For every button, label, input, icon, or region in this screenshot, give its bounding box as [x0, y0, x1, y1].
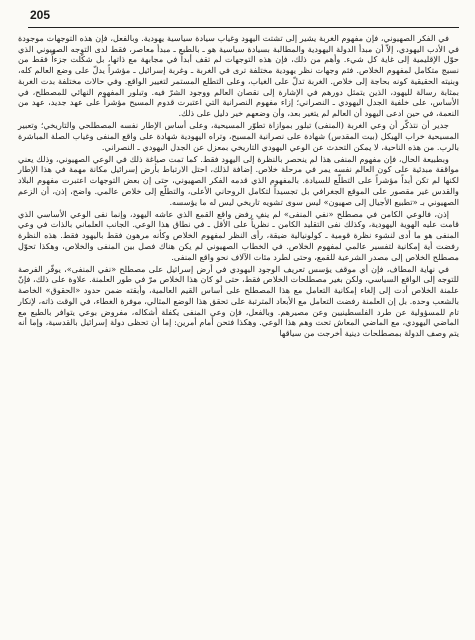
paragraph: وبطبيعة الحال، فإن مفهوم المنفى هذا لم ينحصر بالنظرة إلى اليهود فقط. كما تمت صياغة ذلك في الوعي الصهيوني، وذلك يعني مواقفة مبدئية على كون العالم نفسه يمر في مرحلة خلاص. إضافة لذلك، احتل الارتباط بأرض إسرائيل مكانة مهمة في هذا الإطار لكنها لم تكن أبداً مؤشراً على التطلّع للسيادة. بالمفهوم الذي قدمه الفكر الصهيوني، حتى إن بعض التوجهات اعتبرت مفهوم البلاد والقدس غير مقصور على الموقع الجغرافي بل تجسيداً لتكامل الروحاني الأعلى، والتطلّع إلى خلاص عالمي. واضح، إذن، أن الزعم الصهيوني بـ «تطبيع الأجيال إلى صهيون» ليس سوى تشويه تاريخي ليس له ما يؤسسه.: [18, 153, 459, 207]
paragraph: في نهاية المطاف، فإن أي موقف يؤسس تعريف الوجود اليهودي في أرض إسرائيل على مصطلح «نفي المنفى»، يوفّر الفرصة للتوجه إلى الواقع السياسي، ولكن بغير مصطلحات الخلاص فقط، حتى لو كان هذا الخلاص مرّ في طور العلمنة. علاوة على ذلك، فإنّ علمنة الخلاص أدت إلى إلغاء إمكانية التعامل مع هذا المصطلح على أساس القيم العالمية، وأبقته ضمن حدود «الحقوق» الخاصة بالشعب وحده. بل إن العلمنة رفضت التعامل مع الأبعاد المترتبة على تحقق هذا الوضع المثالي، موفرة الغطاء، في الوقت ذاته، لإنكار تام للمسؤولية عن طرد الفلسطينيين وعن مصيرهم. وبالفعل، فإن وعي المنفى يكفلة أشكاله، مفروض بوعي يتوافر بالطبع مع الماضي اليهودي، مع الماضي المعاش تحت وهم هذا الوعي. وهكذا فتحن أمام أمرين: إما أن تحظى دولة إسرائيل بالقدسية، وإما أنه يتم وصف الدولة بمصطلحات دينية أخرجت من سياقها: [18, 263, 459, 338]
header-rule: [28, 27, 459, 28]
paragraph: في الفكر الصهيوني، فإن مفهوم الغربة يشير إلى تشتت اليهود وغياب سيادة سياسية يهودية. وبالفعل، فإن هذه التوجهات موجودة في الأدب اليهودي، إلاّ أن مبدأ الدولة اليهودية والمطالبة بسيادة سياسية هو ـ بالطبع ـ مبدأ معاصر، فقط لدى التوجه الصهيوني الذي حوّل الإقليمية إلى غاية كل شيء. وأهم من ذلك، فإن هذه التوجهات لم تقف أبداً في مجابهة مع ذاتها، بل شكّلت جزءاً فقط من نسيج متكامل لمفهوم الخلاص. فثم وجهات نظر يهودية مختلفة ترى في الغربة ـ وغربة إسرائيل ـ مؤشراً يدلّ على وضع العالم كله، وبنيته الحقيقية كونه بحاجة إلى خلاص. الغربة تدلّ على الغياب، وعلى التطلع المستمر لتغيير الواقع. وفي حالات مختلفة بدت الغربة بمثابة رسالة لليهود، الذين يتمثل دورهم في الإشارة إلى نقصان العالم ووجود الشرّ فيه. وتبلور المفهوم النهائي للمصطلح، في الأساس، على خلفية الجدل اليهودي ـ النصراني؛ إزاء مفهوم النصرانية التي اعتبرت قدوم المسيح مؤشراً على عهد جديد، عهد من النعمة، في حين ادعى اليهود أن العالم لم يتغير بعد، وأن وضعهم خير دليل على ذلك.: [18, 33, 459, 118]
body-text: [18, 33, 459, 634]
paragraph: جدير أن نتذكّر أن وعي الغربة (المنفى) تبلور بموازاة تطوّر المسيحية، وعلى أساس الإطار نفسه المصطلحي والتاريخي؛ وتعبير المسيحية خراب الهيكل (بيت المقدس) شهادة على نصرانية المسيح، وتراه اليهودية شهادة على واقع المنفى وغياب الصلة المباشرة بالرب. من هذه الناحية، لا يمكن التحدث عن الوعي اليهودي التاريخي بمعزل عن الجدل اليهودي ـ النصراني.: [18, 120, 459, 152]
paragraph: إذن، فالوعي الكامن في مصطلح «نفي المنفى» لم ينفِ رفض واقع القمع الذي عاشه اليهود، وإنما نفى الوعي الأساسي الذي قامت عليه الهوية اليهودية، وكذلك نفى التقليد الكامن ـ نظرياً على الأقل ـ في نطاق هذا الوعي. الجانب العلماني بالذات في وعي المنفى هو ما أدى لنشوء نظرة قومية ـ كولونيالية ضيقة، رأى النظر لمفهوم الخلاص وكأنه مرهون فقط باليهود فقط. هذه النظرة رفضت أية إمكانية لتفسير عالمي لمفهوم الخلاص. في الخطاب الصهيوني لم يكن هناك فصل بين المنفى والخلاص، وهكذا تحوّل مصطلح الخلاص إلى مصدر الشرعية للقمع، وحتى لطرد مئات الآلاف نحو واقع المنفى.: [18, 208, 459, 262]
page-number: 205: [30, 8, 51, 22]
